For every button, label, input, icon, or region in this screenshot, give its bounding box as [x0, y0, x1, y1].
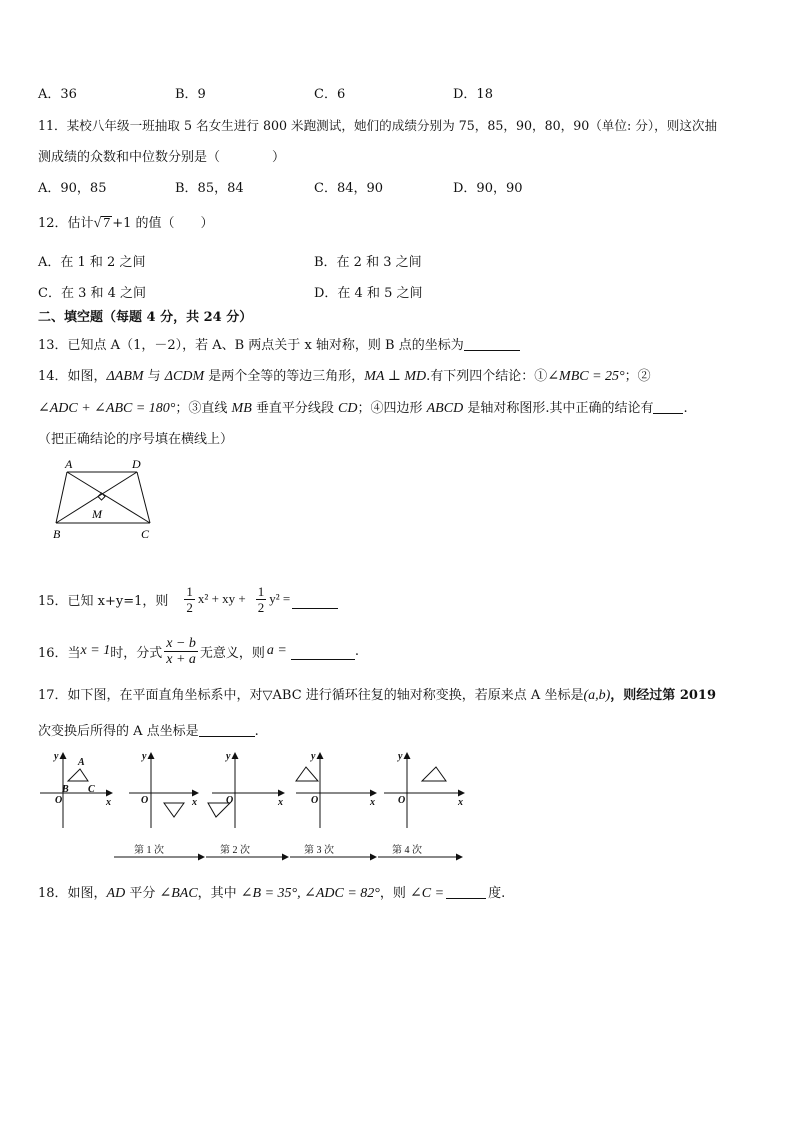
panel0-triangle	[68, 769, 88, 781]
q11-line2: 测成绩的众数和中位数分别是（ ）	[38, 150, 286, 165]
q15-frac2-num: 1	[257, 583, 265, 599]
q18-text-2: 平分	[125, 886, 160, 901]
q10-option-d: D．18	[453, 87, 493, 102]
q10-option-c: C．6	[314, 87, 346, 102]
q14-math-abcd: ABCD	[426, 401, 464, 416]
q17-answer-blank[interactable]	[199, 722, 255, 737]
q14-math-cdm: ΔCDM	[164, 369, 205, 384]
q16-prefix: 16．当	[38, 645, 81, 661]
q11-option-d: D．90，90	[453, 181, 523, 196]
q14-text-10: .	[683, 401, 688, 416]
q18-text-5: 度.	[488, 886, 506, 901]
q16-condition: x = 1	[80, 643, 111, 658]
q18-math-ad: AD	[106, 886, 126, 901]
q14-text-5: ；②	[624, 369, 651, 384]
q16-frac-den: x + a	[166, 651, 196, 667]
q15-stem	[38, 577, 338, 621]
q14-text-7: 垂直平分线段	[251, 401, 339, 416]
q12-option-b: B．在 2 和 3 之间	[314, 255, 422, 270]
panel2-origin: O	[226, 795, 234, 806]
diagonal-ac	[67, 472, 150, 523]
panel3-origin: O	[311, 795, 319, 806]
label-m: M	[92, 507, 102, 521]
step1-label: 第 1 次	[134, 845, 164, 856]
panel2-y-label: y	[226, 751, 231, 762]
q14-line1	[38, 365, 651, 385]
q14-text-3: 是两个全等的等边三角形，	[204, 369, 365, 384]
q18-stem	[38, 882, 505, 902]
q12-prefix: 12．估计	[38, 216, 94, 231]
panel3-y-label: y	[311, 751, 316, 762]
q16-mid2: 无意义，则	[199, 645, 265, 661]
q10-option-b: B．9	[175, 87, 206, 102]
q11-option-a: A．90，85	[38, 181, 107, 196]
q12-stem: 12．估计√ 7 +1 的值（ ）	[38, 216, 214, 231]
q14-text-8: ；④四边形	[357, 401, 427, 416]
panel0-label-c: C	[88, 784, 95, 795]
q15-fraction-2	[256, 584, 267, 615]
q12-radicand: 7	[103, 216, 111, 231]
q17-end: .	[254, 724, 259, 739]
q16-answer-var: a =	[266, 643, 287, 658]
q13-answer-blank[interactable]	[464, 336, 520, 351]
label-c: C	[141, 527, 150, 541]
panel4-x-label: x	[458, 797, 463, 808]
label-b: B	[53, 527, 61, 541]
step3-label: 第 3 次	[304, 845, 334, 856]
q17-text-1: 17．如下图，在平面直角坐标系中，对▽ABC 进行循环往复的轴对称变换，若原来点 A 坐标是	[38, 688, 584, 703]
q14-math-perp: MA ⊥ MD	[364, 369, 427, 384]
q16-frac-num: x − b	[166, 635, 196, 651]
q15-term1: x² + xy +	[197, 591, 246, 606]
q18-text-1: 18．如图，	[38, 886, 107, 901]
q14-line2	[38, 397, 688, 417]
q14-math-abm: ΔABM	[106, 369, 144, 384]
q17-line2	[38, 720, 259, 739]
q14-text-1: 14．如图，	[38, 369, 107, 384]
q14-math-mb: MB	[231, 401, 252, 416]
q14-math-cd: CD	[338, 401, 358, 416]
q15-term2: y² =	[269, 591, 291, 606]
q12-suffix: +1 的值（ ）	[112, 216, 214, 231]
q14-answer-blank[interactable]	[653, 399, 683, 414]
q15-fraction-1	[184, 584, 195, 615]
q11-line1: 11．某校八年级一班抽取 5 名女生进行 800 米跑测试，她们的成绩分别为 75，85，90，80，90（单位: 分），则这次抽	[38, 118, 718, 133]
q12-option-a: A．在 1 和 2 之间	[38, 255, 146, 270]
q14-text-2: 与	[143, 369, 165, 384]
panel1-origin: O	[141, 795, 149, 806]
panel0-origin: O	[55, 795, 63, 806]
q15-answer-blank[interactable]	[292, 598, 338, 609]
panel0-label-b: B	[62, 784, 69, 795]
q13-text: 13．已知点 A（1，－2），若 A、B 两点关于 x 轴对称，则 B 点的坐标为	[38, 338, 464, 353]
q15-frac1-num: 1	[186, 583, 193, 599]
q18-math-angles: ∠B = 35°, ∠ADC = 82°	[240, 886, 380, 901]
q15-frac2-den: 2	[257, 599, 265, 615]
label-d: D	[132, 457, 141, 471]
q10-option-a: A．36	[38, 87, 77, 102]
q16-answer-blank[interactable]	[291, 649, 355, 660]
q11-option-b: B．85，84	[175, 181, 244, 196]
q16-fraction	[164, 636, 198, 667]
q16-end: .	[354, 643, 360, 659]
q18-text-3: ，其中	[197, 886, 241, 901]
panel1-x-label: x	[192, 797, 197, 808]
edge-ab	[56, 472, 67, 523]
panel4-triangle	[422, 767, 446, 781]
step2-label: 第 2 次	[220, 845, 250, 856]
panel0-x-label: x	[106, 797, 111, 808]
panel4-origin: O	[398, 795, 406, 806]
edge-dc	[137, 472, 150, 523]
q12-option-c: C．在 3 和 4 之间	[38, 286, 147, 301]
step4-label: 第 4 次	[392, 845, 422, 856]
q17-text-2: 次变换后所得的 A 点坐标是	[38, 724, 199, 739]
q13-stem	[38, 334, 520, 353]
q17-text-1b: ，则经过第 2019	[610, 688, 717, 703]
q15-frac1-den: 2	[186, 599, 193, 615]
q14-text-6: ；③直线	[175, 401, 232, 416]
q14-note: （把正确结论的序号填在横线上）	[38, 432, 234, 447]
q16-stem	[38, 632, 359, 670]
q14-text-4: .有下列四个结论：①	[426, 369, 548, 384]
q16-mid: 时，分式	[110, 645, 163, 661]
q18-text-4: ，则	[379, 886, 411, 901]
q14-math-mbc: ∠MBC = 25°	[547, 369, 625, 384]
q17-line1	[38, 684, 716, 704]
q18-answer-blank[interactable]	[446, 884, 486, 899]
panel3-x-label: x	[370, 797, 375, 808]
label-a: A	[65, 457, 73, 471]
q14-math-angle-sum: ∠ADC + ∠ABC = 180°	[38, 401, 176, 416]
q18-math-c: ∠C =	[410, 886, 445, 901]
panel0-label-a: A	[78, 757, 85, 768]
panel2-x-label: x	[278, 797, 283, 808]
panel1-triangle	[164, 803, 184, 817]
q12-option-d: D．在 4 和 5 之间	[314, 286, 423, 301]
panel0-y-label: y	[54, 751, 59, 762]
panel4-y-label: y	[398, 751, 403, 762]
q11-option-c: C．84，90	[314, 181, 384, 196]
q14-text-9: 是轴对称图形.其中正确的结论有	[463, 401, 654, 416]
q15-prefix: 15．已知 x+y=1，则	[38, 593, 169, 609]
q17-figure	[36, 745, 472, 867]
q14-figure	[44, 456, 164, 542]
panel3-triangle	[296, 767, 318, 781]
q17-coord: (a,b)	[583, 688, 611, 703]
panel1-y-label: y	[142, 751, 147, 762]
section-title: 二、填空题（每题 4 分，共 24 分）	[38, 310, 253, 325]
q18-math-bac: ∠BAC	[159, 886, 198, 901]
